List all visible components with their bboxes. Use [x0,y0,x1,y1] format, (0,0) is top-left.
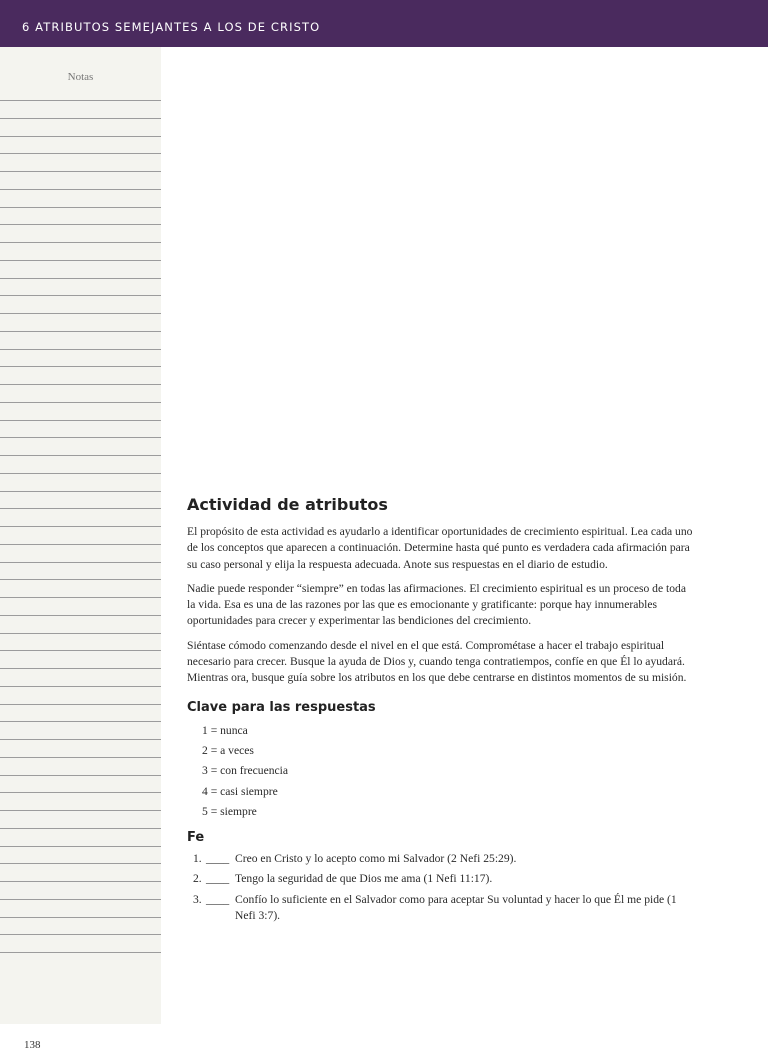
note-line [0,295,161,296]
note-line [0,313,161,314]
note-line [0,775,161,776]
statement-text: Creo en Cristo y lo acepto como mi Salvador (2 Nefi 25:29). [235,851,517,865]
section-heading-fe: Fe [187,829,205,845]
answer-key-heading: Clave para las respuestas [187,699,376,715]
statement-number: 1. [193,851,202,865]
statement-item [187,851,695,868]
note-line [0,544,161,545]
page-number: 138 [24,1039,41,1051]
notes-sidebar [0,47,161,1051]
note-line [0,562,161,563]
note-line [0,650,161,651]
note-line [0,828,161,829]
note-line [0,384,161,385]
answer-key-item: 5 = siempre [202,805,257,819]
statement-item [187,892,695,925]
note-line [0,508,161,509]
note-line [0,597,161,598]
page-header [0,0,768,47]
growth-paragraph: Nadie puede responder “siempre” en todas las afirmaciones. El crecimiento espiritual es un proceso de toda la vida. Esa es una de las razones por las que es emocionante y gratificante: porque hay innumerables oportunidades para crecer y experimentar las bendiciones del crecimiento. [187,581,686,628]
statement-number: 2. [193,872,202,886]
note-line [0,686,161,687]
answer-key-item: 1 = nunca [202,723,248,737]
intro-paragraph: El propósito de esta actividad es ayudarlo a identificar oportunidades de crecimiento espiritual. Lea cada uno de los conceptos que aparecen a continuación. Determine hasta qué punto es verdadera cada afirmación para su caso personal y elija la respuesta adecuada. Anote sus respuestas en el diario de estudio. [187,525,693,571]
note-line [0,721,161,722]
note-line [0,437,161,438]
note-line [0,846,161,847]
header-title: 6 ATRIBUTOS SEMEJANTES A LOS DE CRISTO [22,20,321,34]
answer-key-item: 2 = a veces [202,744,254,758]
note-line [0,278,161,279]
note-line [0,455,161,456]
answer-key-item: 3 = con frecuencia [202,764,289,778]
note-line [0,189,161,190]
notes-title: Notas [67,71,94,83]
note-line [0,863,161,864]
faith-statements [187,851,695,925]
note-line [0,366,161,367]
activity-content [187,494,695,929]
statement-text: Tengo la seguridad de que Dios me ama (1 Nefi 11:17). [235,872,493,886]
note-line [0,153,161,154]
answer-key-item: 4 = casi siempre [202,784,278,798]
note-line [0,792,161,793]
note-line [0,952,161,953]
statement-text: Confío lo suficiente en el Salvador como para aceptar Su voluntad y hacer lo que Él me pide (1 Nefi 3:7). [235,892,677,923]
comfort-paragraph: Siéntase cómodo comenzando desde el nivel en el que está. Comprométase a hacer el trabajo espiritual necesario para crecer. Busque la ayuda de Dios y, cuando tenga contratiempos, confíe en que Él lo ayudará. Mientras ora, busque guía sobre los atributos en los que debe centrarse en distintos momentos de su misión. [187,638,687,685]
note-line [0,100,161,101]
note-line [0,171,161,172]
note-line [0,349,161,350]
answer-blank: ____ [206,892,230,906]
note-line [0,331,161,332]
statement-number: 3. [193,892,202,906]
note-line [0,118,161,119]
note-line [0,757,161,758]
note-line [0,473,161,474]
note-line [0,242,161,243]
statement-item [187,871,695,888]
note-line [0,739,161,740]
note-line [0,917,161,918]
note-line [0,615,161,616]
note-line [0,207,161,208]
note-line [0,491,161,492]
note-line [0,810,161,811]
note-line [0,420,161,421]
note-line [0,402,161,403]
note-line [0,633,161,634]
note-line [0,881,161,882]
activity-heading: Actividad de atributos [187,495,388,514]
answer-blank: ____ [206,872,230,886]
note-line [0,260,161,261]
note-line [0,899,161,900]
note-line [0,579,161,580]
note-line [0,668,161,669]
answer-blank: ____ [206,851,230,865]
answer-key-list [187,721,695,823]
note-line [0,136,161,137]
note-line [0,224,161,225]
note-line [0,704,161,705]
note-line [0,526,161,527]
note-line [0,934,161,935]
